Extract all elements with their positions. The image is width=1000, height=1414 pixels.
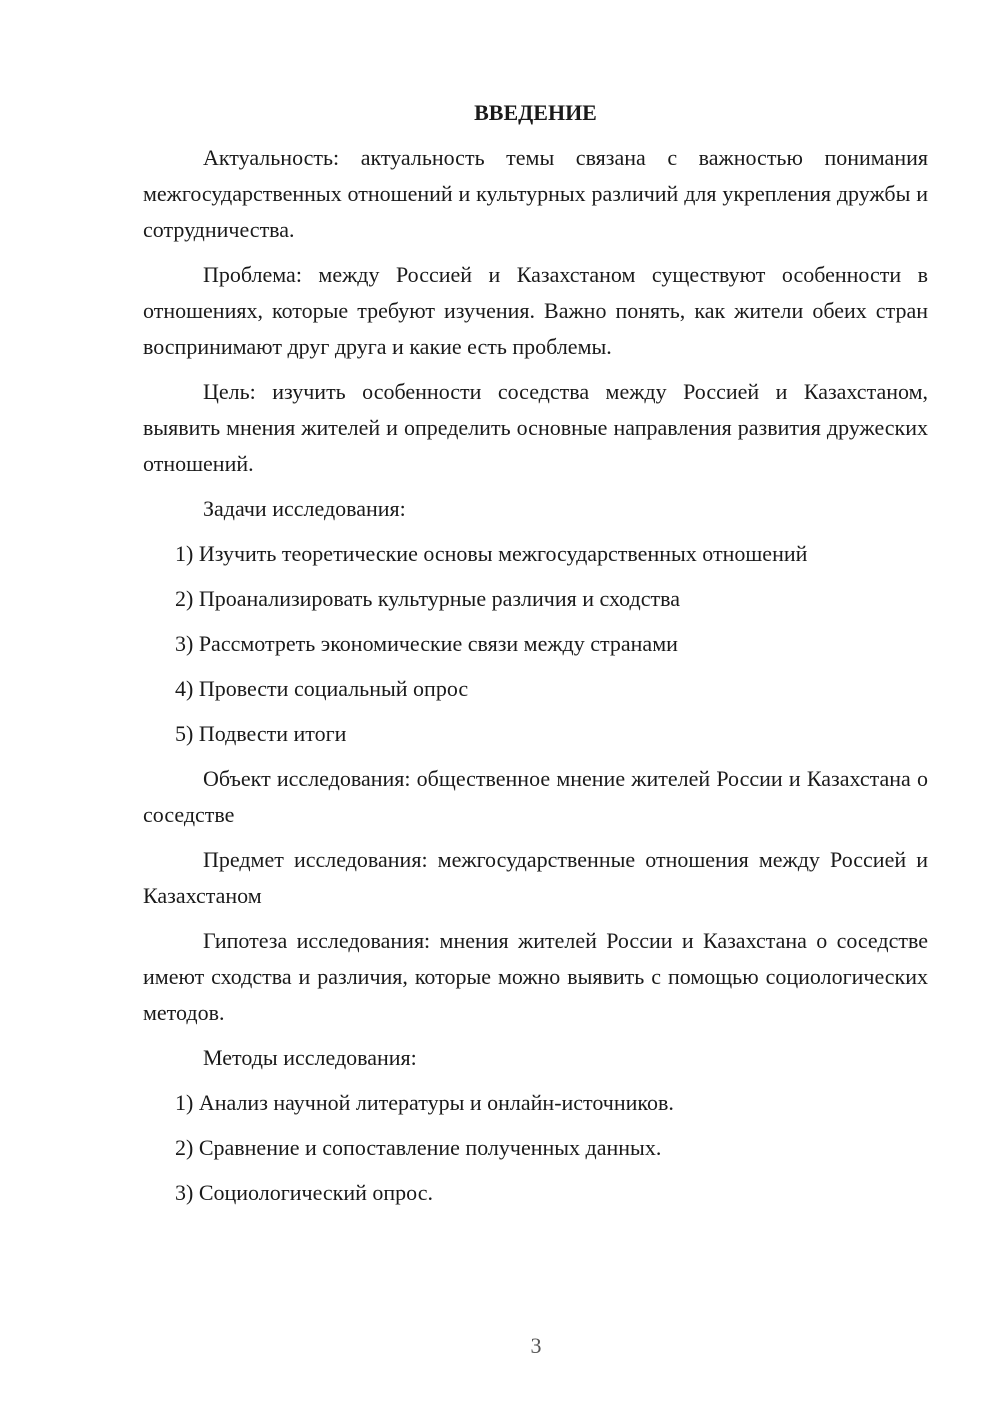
task-item-1: 1) Изучить теоретические основы межгосударственных отношений <box>175 541 808 566</box>
relevance-paragraph: Актуальность: актуальность темы связана с важностью понимания межгосударственных отношений и культурных различий для укрепления дружбы и сотрудничества. <box>143 145 928 242</box>
object-paragraph: Объект исследования: общественное мнение жителей России и Казахстана о соседстве <box>143 766 928 827</box>
methods-label: Методы исследования: <box>203 1045 417 1070</box>
page-number: 3 <box>530 1333 542 1358</box>
subject-paragraph: Предмет исследования: межгосударственные отношения между Россией и Казахстаном <box>143 847 928 908</box>
method-item-3: 3) Социологический опрос. <box>175 1180 433 1205</box>
problem-paragraph: Проблема: между Россией и Казахстаном существуют особенности в отношениях, которые требуют изучения. Важно понять, как жители обеих стран воспринимают друг друга и какие есть проблемы. <box>143 262 928 359</box>
method-item-2: 2) Сравнение и сопоставление полученных данных. <box>175 1135 662 1160</box>
task-item-5: 5) Подвести итоги <box>175 721 347 746</box>
page-content <box>143 95 928 1220</box>
page-title: ВВЕДЕНИЕ <box>474 100 597 125</box>
hypothesis-paragraph: Гипотеза исследования: мнения жителей России и Казахстана о соседстве имеют сходства и различия, которые можно выявить с помощью социологических методов. <box>143 928 928 1025</box>
goal-paragraph: Цель: изучить особенности соседства между Россией и Казахстаном, выявить мнения жителей и определить основные направления развития дружеских отношений. <box>143 379 928 476</box>
task-item-3: 3) Рассмотреть экономические связи между странами <box>175 631 678 656</box>
method-item-1: 1) Анализ научной литературы и онлайн-источников. <box>175 1090 674 1115</box>
task-item-4: 4) Провести социальный опрос <box>175 676 469 701</box>
task-item-2: 2) Проанализировать культурные различия и сходства <box>175 586 680 611</box>
tasks-label: Задачи исследования: <box>203 496 406 521</box>
